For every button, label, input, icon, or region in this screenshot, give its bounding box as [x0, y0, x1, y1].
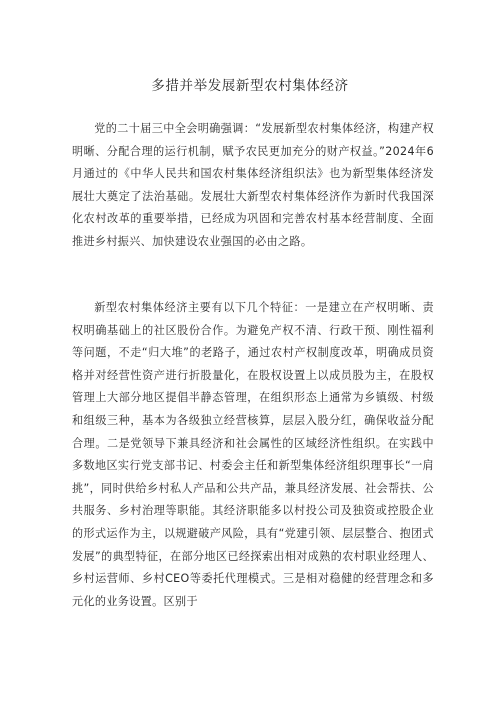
- paragraph-features: 新型农村集体经济主要有以下几个特征：一是建立在产权明晰、责权明确基础上的社区股份合作。为避免产权不清、行政干预、刚性福利等问题，不走“归大堆”的老路子，通过农村产权制度改革，明确成员资格并对经营性资产进行折股量化，在股权设置上以成员股为主，在股权管理上大部分地区提倡半静态管理，在组织形态上通常为乡镇级、村级和组级三种，基本为各级独立经营核算，层层入股分红，确保收益分配合理。二是党领导下兼具经济和社会属性的区域经济性组织。在实践中多数地区实行党支部书记、村委会主任和新型集体经济组织理事长“一肩挑”，同时供给乡村私人产品和公共产品，兼具经济发展、社会帮扶、公共服务、乡村治理等职能。其经济职能多以村投公司及独资或控股企业的形式运作为主，以规避破产风险，具有“党建引领、层层整合、抱团式发展”的典型特征，在部分地区已经探索出相对成熟的农村职业经理人、乡村运营师、乡村CEO等委托代理模式。三是相对稳健的经营理念和多元化的业务设置。区别于: [72, 301, 434, 608]
- paragraph-intro: 党的二十届三中全会明确强调：“发展新型农村集体经济，构建产权明晰、分配合理的运行机制，赋予农民更加充分的财产权益。”2024年6月通过的《中华人民共和国农村集体经济组织法》也为新型集体经济发展壮大奠定了法治基础。发展壮大新型农村集体经济作为新时代我国深化农村改革的重要举措，已经成为巩固和完善农村基本经营制度、全面推进乡村振兴、加快建设农业强国的必由之路。: [72, 122, 434, 248]
- document-title: 多措并举发展新型农村集体经济: [151, 78, 349, 94]
